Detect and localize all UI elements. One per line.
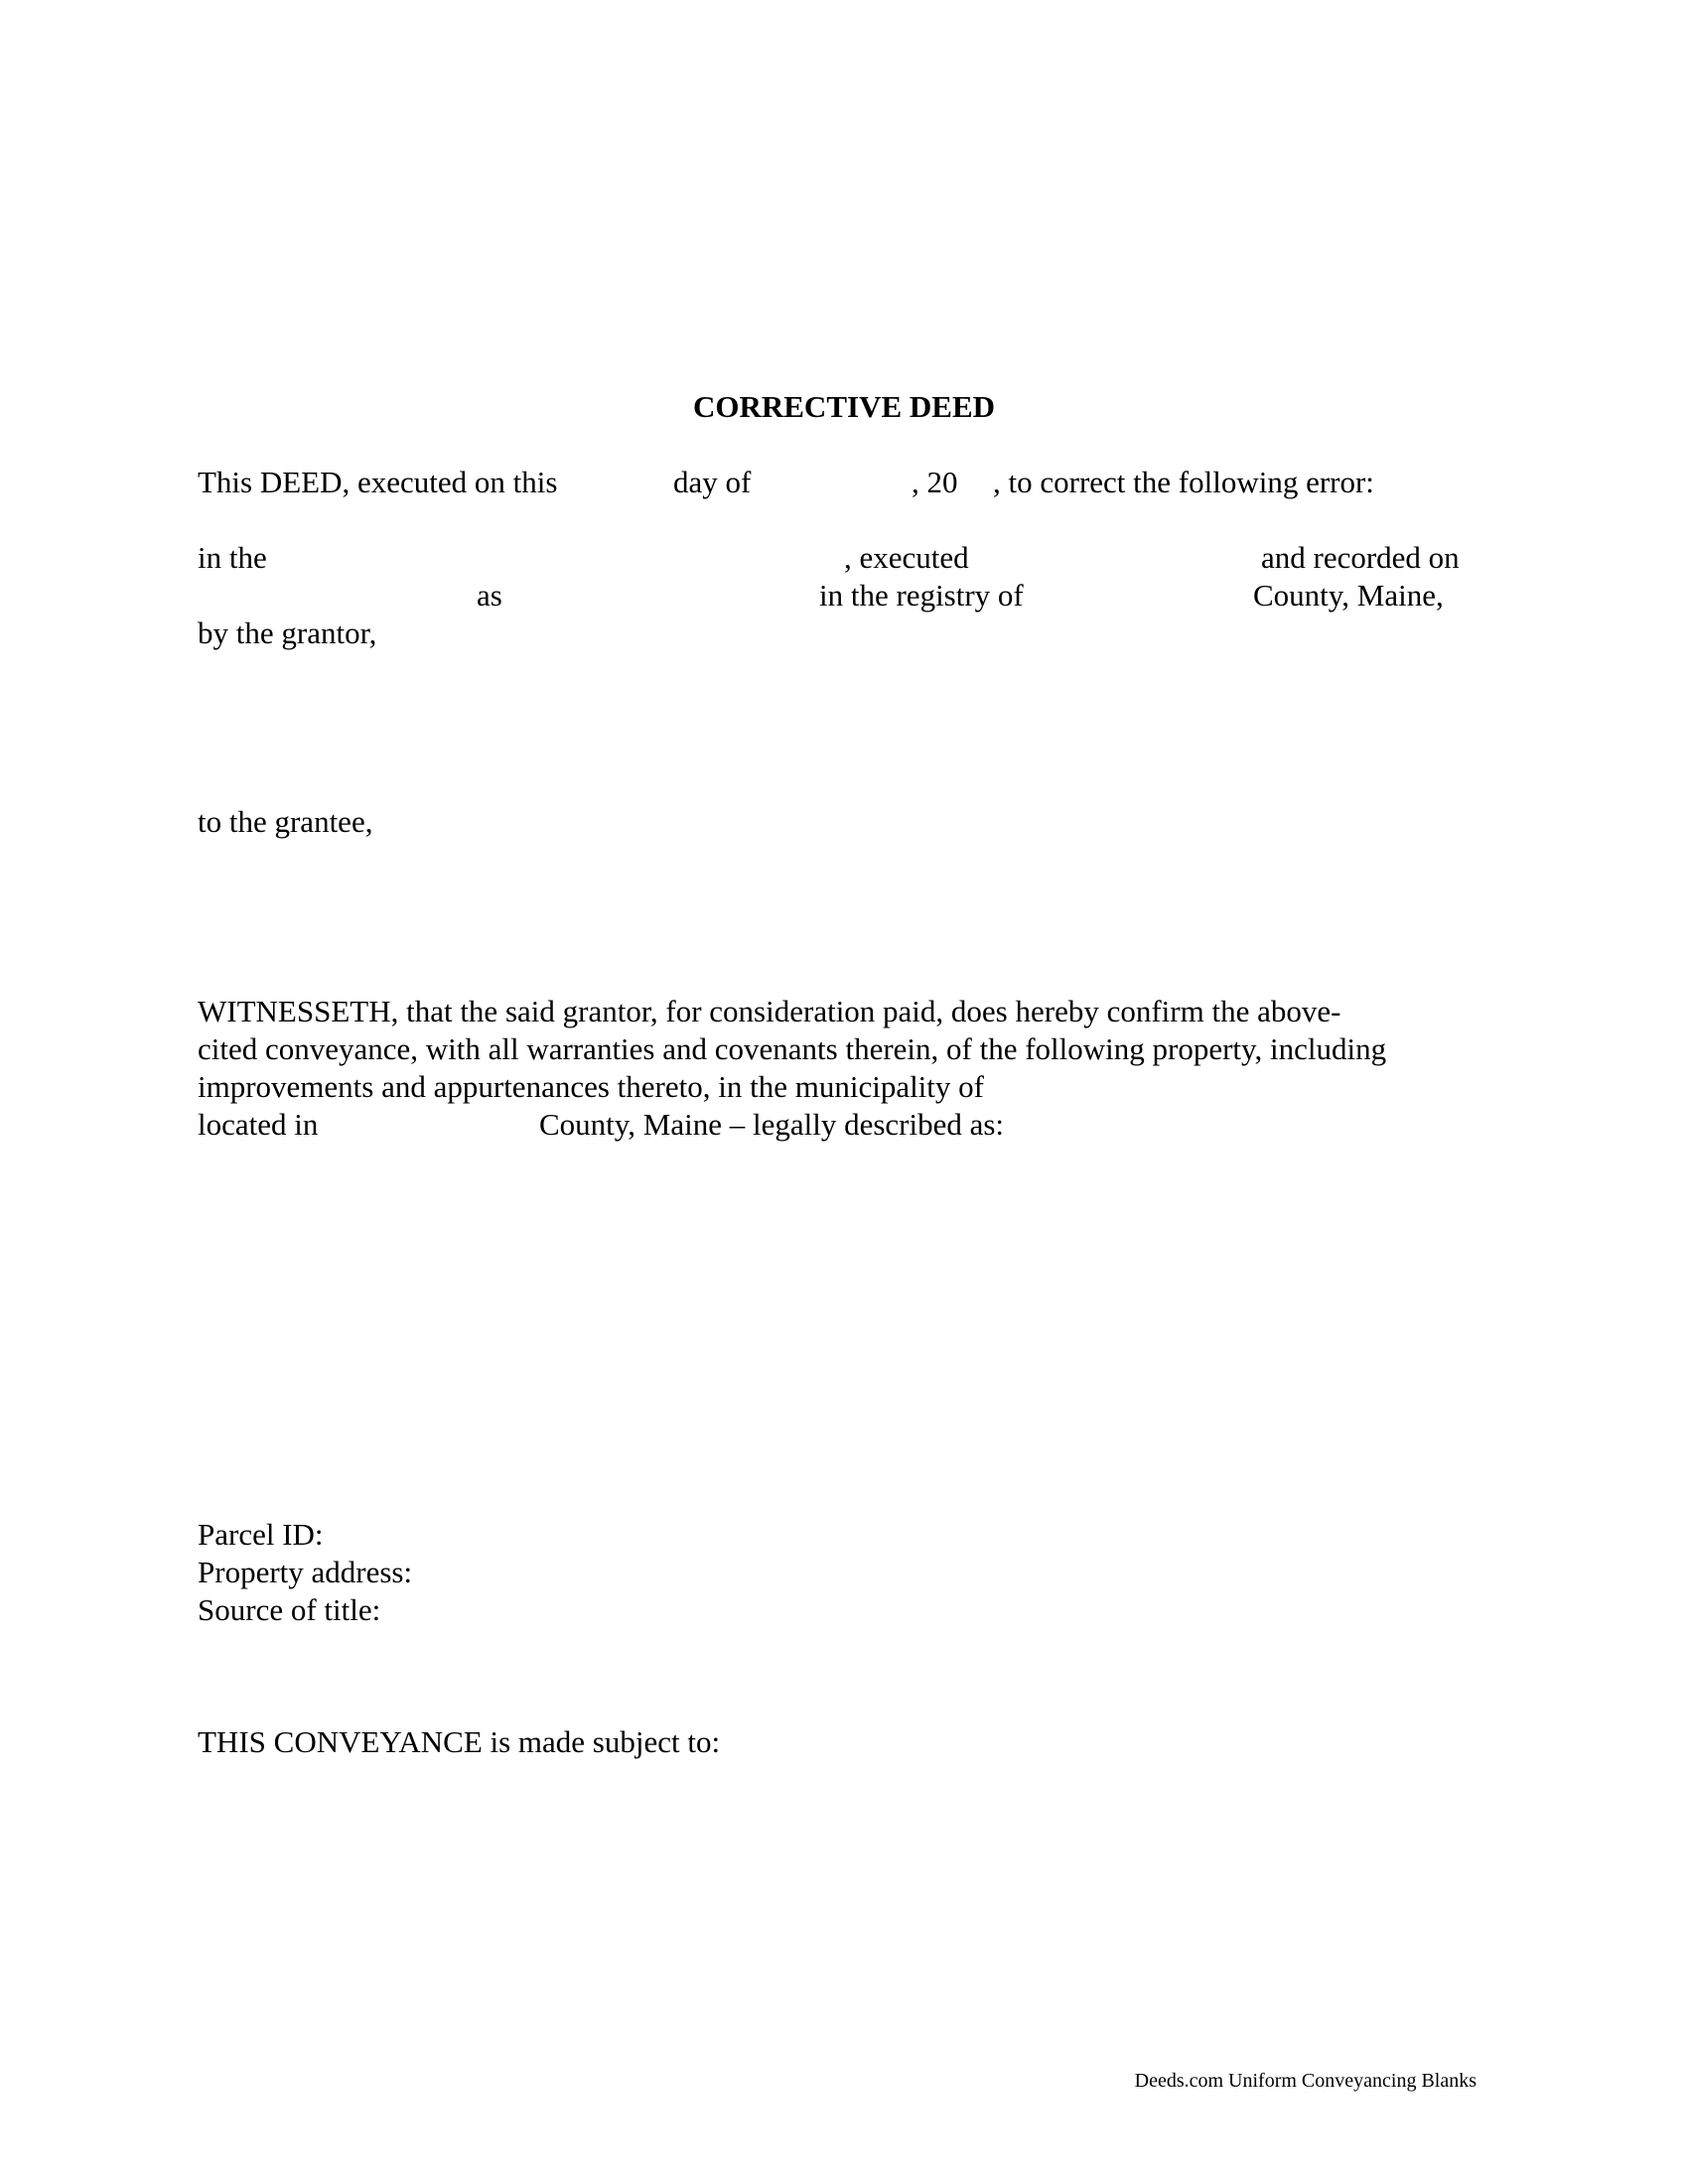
recital-executed: , executed — [844, 540, 969, 575]
subject-to-text: THIS CONVEYANCE is made subject to: — [198, 1724, 721, 1759]
recital-registry-of: in the registry of — [819, 578, 1024, 613]
intro-text-2: day of — [673, 465, 752, 499]
witnesseth-line-1: WITNESSETH, that the said grantor, for consideration paid, does hereby confirm the above- — [198, 994, 1341, 1028]
intro-text-1: This DEED, executed on this — [198, 465, 558, 499]
document-title: CORRECTIVE DEED — [692, 389, 996, 424]
recital-in-the: in the — [198, 540, 267, 575]
intro-text-4: , to correct the following error: — [993, 465, 1374, 499]
witnesseth-line-2: cited conveyance, with all warranties and covenants therein, of the following property, including — [198, 1031, 1387, 1066]
recital-recorded-on: and recorded on — [1261, 540, 1460, 575]
intro-text-3: , 20 — [912, 465, 958, 499]
witnesseth-line-3: improvements and appurtenances thereto, in the municipality of — [198, 1069, 984, 1104]
parcel-id-label: Parcel ID: — [198, 1517, 324, 1552]
grantee-text: to the grantee, — [198, 804, 373, 839]
witnesseth-line-4b: County, Maine – legally described as: — [539, 1107, 1005, 1142]
recital-by-grantor: by the grantor, — [198, 615, 377, 650]
recital-as: as — [477, 578, 502, 613]
source-of-title-label: Source of title: — [198, 1592, 381, 1627]
footer-text: Deeds.com Uniform Conveyancing Blanks — [1134, 2070, 1477, 2092]
recital-county-maine: County, Maine, — [1253, 578, 1444, 613]
property-address-label: Property address: — [198, 1555, 413, 1589]
witnesseth-line-4a: located in — [198, 1107, 319, 1142]
